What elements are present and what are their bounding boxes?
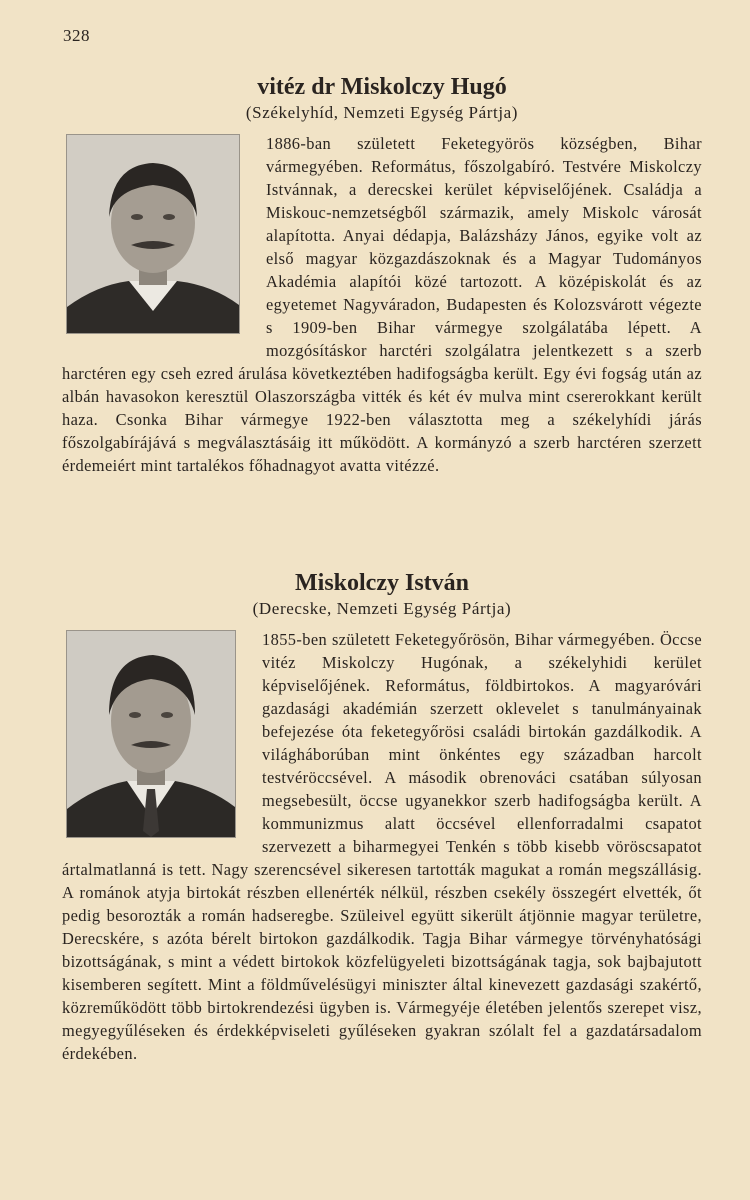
person-biography: 1855-ben született Feketegyőrösön, Bihar vármegyében. Öccse vitéz Miskolczy Hugónak, a székelyhidi kerület képviselőjének. Református, földbirtokos. A magyaróvári gazdasági akadémián szerzett oklevelet s tanulmányainak befejezése óta feketegyőrösi családi birtokán gazdálkodik. A világháborúban mint önkéntes egy században harcolt testvéröccsével. A második obrenováci csatában súlyosan megsebesült, öccse ugyanekkor szerb hadifogságba került. A kommunizmus alatt öccsével ellenforradalmi csapatot szervezett a biharmegyei Tenkén s több kisebb vöröscsapatot ártalmatlanná is tett. Nagy szerencsével sikeresen tartották magukat a román megszállásig. A románok atyja birtokát részben ellenérték nélkül, részben csekély összegért elvették, őt pedig besorozták a román hadseregbe. Szüleivel együtt sikerült átjönnie magyar területre, Derecskére, s azóta bérelt birtokon gazdálkodik. Tagja Bihar vármegye törvényhatósági bizottságának, s mint a védett birtokok közfelügyeleti bizottságának tagja, sok bajbajutott kisemberen segített. Mint a földművelésügyi miniszter által kinevezett gazdasági szakértő, közreműködött több birtokrendezési ügyben is. Vármegyéje életében jelentős szerepet visz, megyegyűléseken és érdekképviseleti gyűléseken gyakran szólalt fel a gazdatársadalom érdekében. — [62, 630, 702, 1063]
biography-entry — [62, 568, 702, 1065]
biography-entry — [62, 72, 702, 477]
person-affiliation: (Székelyhíd, Nemzeti Egység Pártja) — [245, 103, 519, 122]
person-name: Miskolczy István — [295, 570, 469, 596]
portrait-photo — [66, 630, 236, 838]
portrait-photo — [66, 134, 240, 334]
person-name: vitéz dr Miskolczy Hugó — [257, 74, 507, 100]
person-affiliation: (Derecske, Nemzeti Egység Pártja) — [252, 599, 512, 618]
page-number: 328 — [63, 26, 90, 45]
person-biography: 1886-ban született Feketegyörös községben, Bihar vármegyében. Református, főszolgabíró. Testvére Miskolczy Istvánnak, a derecskei kerület képviselőjének. Családja a Miskouc-nemzetségből származik, amely Miskolc városát alapította. Anyai dédapja, Balázsházy János, egyike volt az első magyar közgazdászoknak és a Magyar Tudományos Akadémia alapítói közé tartozott. A középiskolát és az egyetemet Nagyváradon, Budapesten és Kolozsvárott végezte s 1909-ben Bihar vármegye szolgálatába lépett. A mozgósításkor harctéri szolgálatra jelentkezett s a szerb harctéren egy cseh ezred árulása következtében hadifogságba került. Egy évi fogság után az albán havasokon keresztül Olaszországba vitték és két év mulva mint csererokkant került haza. Csonka Bihar vármegye 1922-ben választotta meg a székelyhídi járás főszolgabírájává s megválasztásáig itt működött. A kormányzó a szerb harctéren szerzett érdemeiért mint tartalékos főhadnagyot avatta vitézzé. — [62, 134, 702, 475]
